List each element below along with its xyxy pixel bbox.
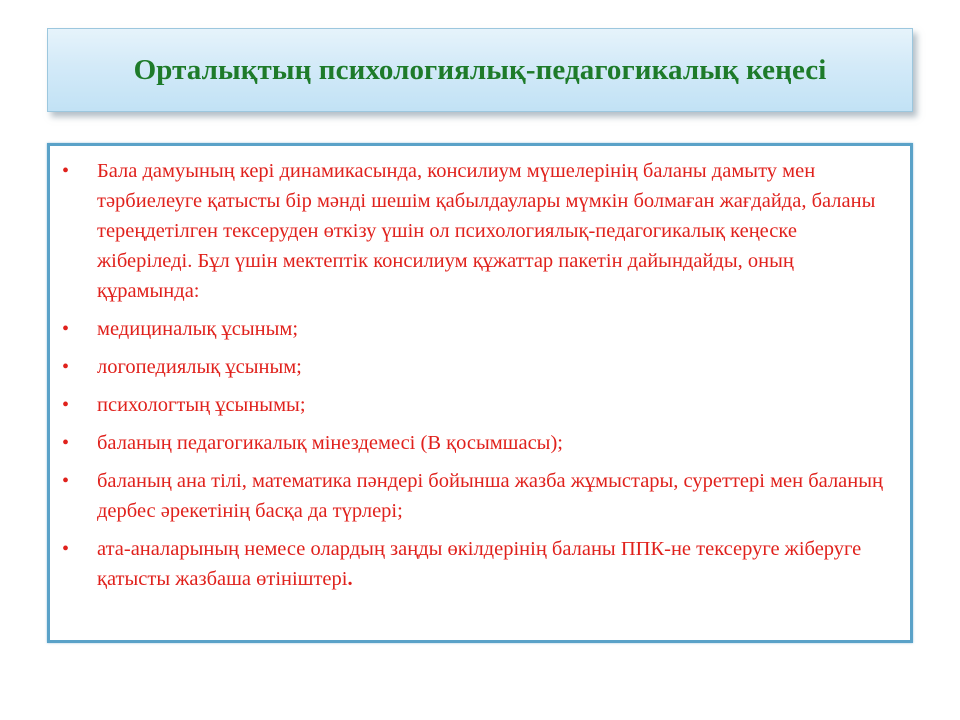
bullet-icon: • (62, 432, 70, 454)
bullet-icon: • (62, 394, 70, 416)
list-item-text: логопедиялық ұсыным; (97, 356, 302, 378)
bullet-icon: • (62, 356, 70, 378)
bullet-icon: • (62, 538, 70, 560)
list-item-text: баланың педагогикалық мінездемесі (В қосымшасы); (97, 432, 563, 454)
list-item (62, 390, 894, 420)
list-item (62, 352, 894, 382)
bullet-icon: • (62, 160, 70, 182)
bullet-icon: • (62, 318, 70, 340)
bullet-list (62, 156, 894, 594)
list-item-text: ата-аналарының немесе олардың заңды өкілдерінің баланы ППК-не тексеруге жіберуге қатысты жазбаша өтініштері (97, 538, 862, 590)
bullet-icon: • (62, 470, 70, 492)
list-item-text: Бала дамуының кері динамикасында, консилиум мүшелерінің баланы дамыту мен тәрбиелеуге қатысты бір мәнді шешім қабылдаулары мүмкін болмаған жағдайда, баланы тереңдетілген тексеруден өткізу үшін ол психологиялық-педагогикалық кеңеске жіберіледі. Бұл үшін мектептік консилиум құжаттар пакетін дайындайды, оның құрамында: (97, 160, 876, 302)
list-item (62, 428, 894, 458)
list-item (62, 466, 894, 526)
list-item (62, 314, 894, 344)
final-period: . (347, 568, 353, 590)
list-item-text: психологтың ұсынымы; (97, 394, 306, 416)
content-panel (47, 143, 913, 643)
page-title: Орталықтың психологиялық-педагогикалық кеңесі (133, 53, 827, 86)
list-item-text: медициналық ұсыным; (97, 318, 299, 340)
list-item (62, 534, 894, 594)
list-item-text: баланың ана тілі, математика пәндері бойынша жазба жұмыстары, суреттері мен баланың дербес әрекетінің басқа да түрлері; (97, 470, 883, 522)
title-banner (47, 28, 913, 112)
list-item (62, 156, 894, 306)
